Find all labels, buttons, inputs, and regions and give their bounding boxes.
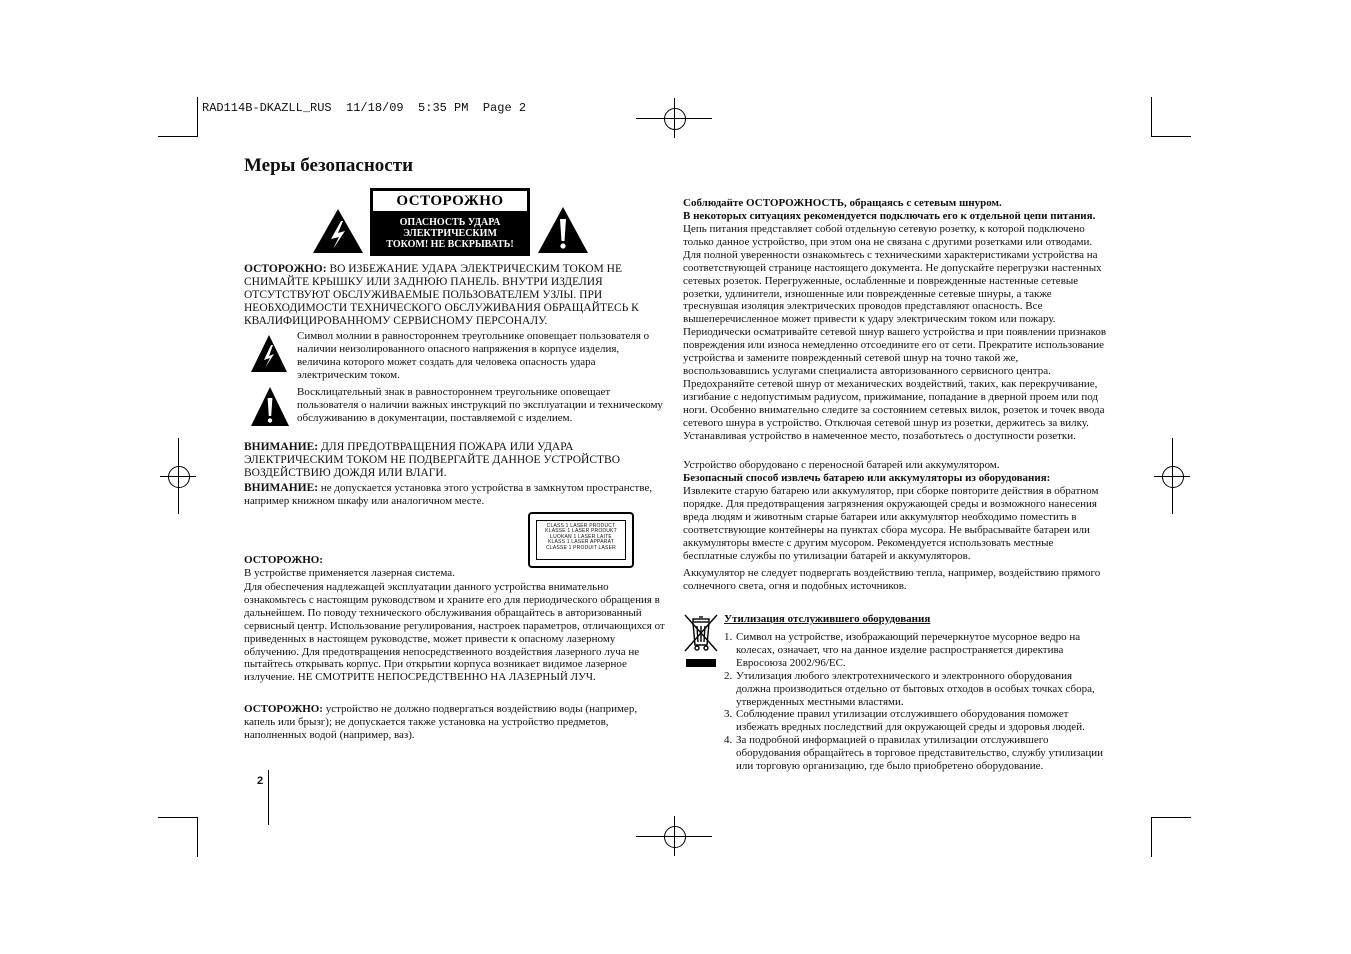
caution-laser-text: Для обеспечения надлежащей эксплуатации данного устройства внимательно ознакомьтесь с настоящим руководством и храните его для периодического обращения в дальнейшем. По поводу технического обслуживания обращайтесь в авторизованный сервисный центр. Использование регулирования, настроек параметров, отличающихся от приведенных в настоящем руководстве, может привести к опасному лазерному облучению. Для предотвращения непосредственного воздействия лазерного луча не пытайтесь открывать корпус. При открытии корпуса возникает видимое лазерное излучение. НЕ СМОТРИТЕ НЕПОСРЕДСТВЕННО НА ЛАЗЕРНЫЙ ЛУЧ. [244, 581, 665, 684]
attention-rain: ВНИМАНИЕ: ДЛЯ ПРЕДОТВРАЩЕНИЯ ПОЖАРА ИЛИ УДАРА ЭЛЕКТРИЧЕСКИМ ТОКОМ НЕ ПОДВЕРГАЙТЕ ДАННОЕ УСТРОЙСТВО ВОЗДЕЙСТВИЮ ДОЖДЯ ИЛИ ВЛАГИ. [244, 441, 621, 479]
list-item-text: Соблюдение правил утилизации отслужившего оборудования поможет избежать вредных последствий для окружающей среды и здоровья людей. [736, 708, 1085, 734]
laser-label-line: CLASS 1 LASER PRODUCT [546, 523, 616, 529]
battery-heading: Безопасный способ извлечь батарею или аккумуляторы из оборудования: [683, 472, 1051, 484]
disposal-list [724, 631, 1109, 773]
battery-line: Устройство оборудовано с переносной батарей или аккумулятором. [683, 459, 1000, 471]
crossed-bin-icon [683, 613, 719, 669]
disposal-heading: Утилизация отслужившего оборудования [724, 613, 931, 625]
cord-heading-2: В некоторых ситуациях рекомендуется подключать его к отдельной цепи питания. [683, 210, 1096, 222]
list-item-number: 2. [724, 669, 733, 682]
crop-mark [197, 97, 198, 137]
caution-water: ОСТОРОЖНО: устройство не должно подвергаться воздействию воды (например, капель или брызг); не допускается также установка на устройство предметов, наполненных водой (например, ваз). [244, 703, 638, 741]
crop-mark [1151, 817, 1152, 857]
laser-class-label [528, 512, 634, 568]
caution-laser-heading: ОСТОРОЖНО: [244, 554, 323, 566]
lightning-symbol-explanation: Символ молнии в равностороннем треугольнике оповещает пользователя о наличии неизолированного опасного напряжения в корпусе изделия, величина которого может создать для человека опасность удара электрическим током. [297, 330, 650, 381]
heat-text: Аккумулятор не следует подвергать воздействию тепла, например, воздействию прямого солнечного света, огня и подобных источников. [683, 567, 1101, 592]
exclamation-symbol-explanation: Восклицательный знак в равностороннем треугольнике оповещает пользователя о наличии важных инструкций по эксплуатации и техническому обслуживанию в документации, поставляемой с изделием. [297, 386, 663, 424]
page-title: Меры безопасности [244, 155, 414, 176]
list-item-number: 4. [724, 734, 733, 747]
page-number: 2 [257, 775, 264, 787]
print-slug: RAD114B-DKAZLL_RUS 11/18/09 5:35 PM Page 2 [202, 101, 527, 115]
caution-box [370, 188, 530, 256]
laser-label-line: LUOKAN 1 LASER LAITE [550, 533, 612, 540]
cord-text: Цепь питания представляет собой отдельную сетевую розетку, к которой подключено только данное устройство, при этом она не связана с другими розетками или отводами. Для полной уверенности ознакомьтесь с техническими характеристиками устройства на соответствующей странице настоящего документа. Не допускайте перегрузки настенных сетевых розеток. Перегруженные, ослабленные и поврежденные настенные сетевые розетки, удлинители, изношенные или поврежденные сетевые шнуры, а также треснувшая изоляция электрических проводов представляют опасность. Все вышеперечисленное может привести к удару электрическим током или пожару. Периодически осматривайте сетевой шнур вашего устройства и при появлении признаков повреждения или износа немедленно отсоедините его от сети. Прекратите использование устройства и замените поврежденный сетевой шнур на точно такой же, воспользовавшись услугами специалиста авторизованного сервисного центра. Предохраняйте сетевой шнур от механических воздействий, таких, как перекручивание, изгибание с недопустимым радиусом, прижимание, попадание в дверной проем или под ноги. Особенно внимательно следите за состоянием сетевых вилок, розеток и точек ввода сетевого шнура в устройство. Отключая сетевой шнур из розетки, держитесь за вилку. Устанавливая устройство в намеченное место, позаботьтесь о доступности розетки. [683, 223, 1107, 442]
crop-mark [1151, 136, 1191, 137]
crop-mark [1151, 97, 1152, 137]
caution-box-line: ОПАСНОСТЬ УДАРА [399, 217, 501, 228]
list-item-text: Утилизация любого электротехнического и электронного оборудования должна производиться отдельно от бытовых отходов в особых точках сбора, утвержденных местными властями. [736, 669, 1095, 708]
crop-mark [197, 817, 198, 857]
exclamation-warning-icon [250, 386, 290, 428]
list-item [724, 631, 1109, 670]
laser-label-line: KLASS 1 LASER APPARAT [548, 539, 614, 546]
list-item-number: 1. [724, 631, 733, 643]
cord-heading-1: Соблюдайте ОСТОРОЖНОСТЬ, обращаясь с сетевым шнуром. [683, 197, 1002, 209]
caution-box-line: ЭЛЕКТРИЧЕСКИМ [403, 228, 497, 239]
list-item-number: 3. [724, 708, 733, 721]
lightning-warning-icon [250, 334, 288, 374]
warning-label: ОСТОРОЖНО: [244, 263, 327, 275]
attention-enclosure: ВНИМАНИЕ: не допускается установка этого устройства в замкнутом пространстве, например книжном шкафу или аналогичном месте. [244, 482, 653, 507]
page-number-rule [268, 770, 269, 825]
crop-mark [158, 817, 198, 818]
crop-mark [158, 136, 198, 137]
crop-mark [1151, 817, 1191, 818]
caution-laser-line: В устройстве применяется лазерная система. [244, 567, 455, 579]
list-item [724, 734, 1109, 773]
caution-box-line: ТОКОМ! НЕ ВСКРЫВАТЬ! [386, 239, 514, 250]
caution-box-head: ОСТОРОЖНО [373, 191, 527, 211]
warning-shock: ОСТОРОЖНО: ВО ИЗБЕЖАНИЕ УДАРА ЭЛЕКТРИЧЕСКИМ ТОКОМ НЕ СНИМАЙТЕ КРЫШКУ ИЛИ ЗАДНЮЮ ПАНЕЛЬ. ВНУТРИ ИЗДЕЛИЯ ОТСУТСТВУЮТ ОБСЛУЖИВАЕМЫЕ ПОЛЬЗОВАТЕЛЕМ УЗЛЫ. ПРИ НЕОБХОДИМОСТИ ТЕХНИЧЕСКОГО ОБСЛУЖИВАНИЯ ОБРАЩАЙТЕСЬ К КВАЛИФИЦИРОВАННОМУ СЕРВИСНОМУ ПЕРСОНАЛУ. [244, 263, 639, 327]
battery-text: Извлеките старую батарею или аккумулятор, при сборке повторите действия в обратном порядке. Для предотвращения загрязнения окружающей среды и возможного нанесения вреда людям и животным старые батареи или аккумулятор необходимо поместить в соответствующие контейнеры на пунктах сбора мусора. Не выбрасывайте батареи или аккумуляторы вместе с другим мусором. Рекомендуется использовать местные бесплатные службы по утилизации батарей и аккумуляторов. [683, 485, 1099, 562]
laser-label-line: CLASSE 1 PRODUIT LASER [546, 544, 616, 551]
list-item-text: Символ на устройстве, изображающий перечеркнутое мусорное ведро на колесах, означает, что на данное изделие распространяется директива Евросоюза 2002/96/EC. [736, 631, 1081, 669]
list-item-text: За подробной информацией о правилах утилизации отслужившего оборудования обращайтесь в торговое представительство, службу утилизации или торговую организацию, где было приобретено оборудование. [736, 734, 1104, 773]
exclamation-warning-icon [536, 205, 590, 255]
lightning-warning-icon [311, 207, 365, 255]
list-item [724, 670, 1109, 709]
laser-label-line: KLASSE 1 LASER PRODUKT [545, 528, 617, 535]
list-item [724, 708, 1109, 734]
